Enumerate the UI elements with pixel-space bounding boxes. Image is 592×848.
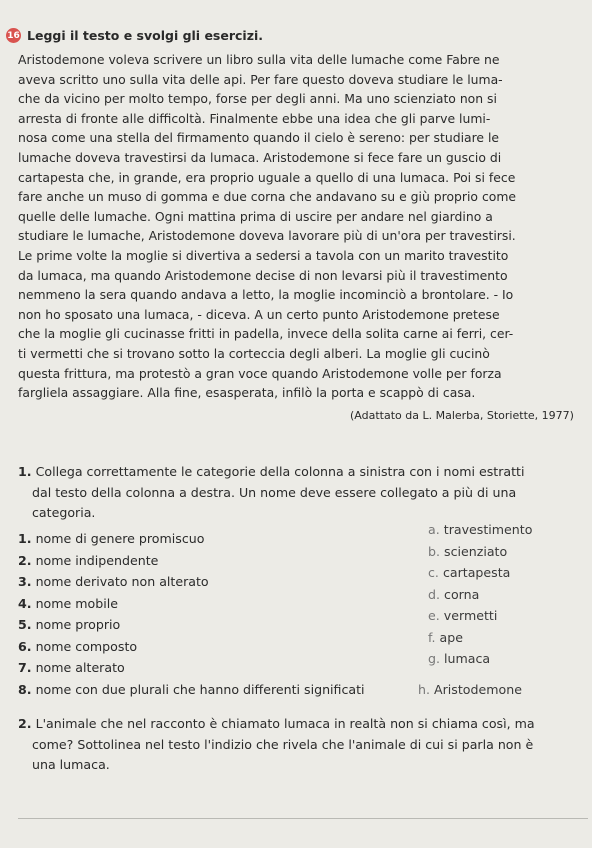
word-text: lumaca: [444, 651, 491, 666]
word-letter: h.: [418, 681, 430, 697]
passage-line: questa frittura, ma protestò a gran voce quando Aristodemone volle per forza: [18, 365, 502, 381]
answer-line: [18, 818, 588, 819]
word-item: [418, 682, 522, 697]
word-item: [428, 565, 510, 580]
category-label: nome composto: [35, 638, 138, 654]
category-item: [18, 553, 158, 568]
category-item: [18, 596, 118, 611]
word-letter: b.: [428, 543, 440, 559]
category-item: [18, 531, 204, 546]
question-1: [18, 462, 590, 524]
word-text: scienziato: [444, 543, 508, 559]
word-text: travestimento: [443, 522, 533, 537]
exercise-number-badge: 16: [6, 28, 21, 43]
passage-line: che da vicino per molto tempo, forse per degli anni. Ma uno scienziato non si: [18, 91, 497, 107]
question-1-text: dal testo della colonna a destra. Un nome deve essere collegato a più di una: [32, 484, 517, 500]
category-number: 5.: [18, 617, 32, 632]
category-item: [18, 639, 137, 654]
source-citation: (Adattato da L. Malerba, Storiette, 1977): [350, 409, 574, 422]
passage-line: non ho sposato una lumaca, - diceva. A un certo punto Aristodemone pretese: [18, 306, 500, 322]
word-letter: g.: [428, 651, 440, 666]
exercise-instruction: Leggi il testo e svolgi gli esercizi.: [27, 28, 264, 43]
passage-line: che la moglie gli cucinasse fritti in padella, invece della solita carne ai ferri, cer-: [18, 326, 514, 342]
category-number: 1.: [18, 531, 32, 546]
passage-line: fargliela assaggiare. Alla fine, esasperata, infilò la porta e scappò di casa.: [18, 385, 476, 401]
question-1-number: 1.: [18, 464, 32, 479]
category-number: 3.: [18, 574, 32, 589]
word-letter: a.: [428, 522, 440, 537]
category-item: [18, 617, 120, 632]
question-2: [18, 714, 590, 776]
word-item: [428, 544, 507, 559]
word-letter: c.: [428, 565, 439, 580]
category-item: [18, 660, 125, 675]
category-label: nome proprio: [35, 617, 121, 632]
word-item: [428, 651, 490, 666]
category-number: 4.: [18, 595, 32, 611]
reading-passage: [18, 50, 590, 403]
passage-line: ti vermetti che si trovano sotto la corteccia degli alberi. La moglie gli cucinò: [18, 345, 490, 361]
question-1-text: Collega correttamente le categorie della colonna a sinistra con i nomi estratti: [35, 464, 525, 479]
passage-line: Le prime volte la moglie si divertiva a sedersi a tavola con un marito travestito: [18, 247, 509, 263]
category-number: 8.: [18, 681, 32, 697]
category-label: nome di genere promiscuo: [35, 531, 205, 546]
passage-line: nosa come una stella del firmamento quando il cielo è sereno: per studiare le: [18, 130, 500, 146]
word-letter: d.: [428, 586, 440, 602]
passage-line: quelle delle lumache. Ogni mattina prima di uscire per andare nel giardino a: [18, 208, 493, 224]
passage-line: lumache doveva travestirsi da lumaca. Aristodemone si fece fare un guscio di: [18, 149, 502, 165]
question-2-text: una lumaca.: [32, 757, 110, 772]
category-label: nome indipendente: [35, 552, 159, 568]
word-item: [428, 630, 463, 645]
word-item: [428, 608, 497, 623]
passage-line: arresta di fronte alle difficoltà. Finalmente ebbe una idea che gli parve lumi-: [18, 110, 491, 126]
category-number: 2.: [18, 552, 32, 568]
question-2-text: come? Sottolinea nel testo l'indizio che rivela che l'animale di cui si parla non è: [32, 736, 534, 752]
passage-line: da lumaca, ma quando Aristodemone decise di non levarsi più il travestimento: [18, 267, 508, 283]
category-label: nome alterato: [35, 660, 125, 675]
word-text: vermetti: [443, 608, 498, 623]
word-text: ape: [439, 629, 464, 645]
category-label: nome derivato non alterato: [35, 574, 209, 589]
passage-line: fare anche un muso di gomma e due corna che andavano su e giù proprio come: [18, 189, 517, 205]
question-1-line: [18, 462, 590, 483]
word-text: Aristodemone: [434, 681, 522, 697]
passage-line: aveva scritto uno sulla vita delle api. Per fare questo doveva studiare le luma-: [18, 71, 503, 87]
question-2-text: L'animale che nel racconto è chiamato lumaca in realtà non si chiama così, ma: [35, 716, 535, 731]
question-2-line: [18, 714, 590, 735]
word-item: [428, 522, 532, 537]
category-number: 7.: [18, 660, 32, 675]
word-letter: f.: [428, 629, 436, 645]
passage-line: studiare le lumache, Aristodemone doveva lavorare più di un'ora per travestirsi.: [18, 228, 516, 244]
word-text: cartapesta: [442, 565, 511, 580]
word-letter: e.: [428, 608, 440, 623]
category-number: 6.: [18, 638, 32, 654]
category-label: nome con due plurali che hanno differenti significati: [35, 681, 365, 697]
word-item: [428, 587, 479, 602]
category-item: [18, 574, 209, 589]
word-text: corna: [444, 586, 480, 602]
question-2-number: 2.: [18, 716, 32, 731]
category-item: [18, 682, 365, 697]
passage-line: cartapesta che, in grande, era proprio uguale a quello di una lumaca. Poi si fece: [18, 169, 516, 185]
passage-line: nemmeno la sera quando andava a letto, la moglie incominciò a brontolare. - Io: [18, 287, 514, 303]
exercise-header: [6, 28, 263, 43]
question-1-text: categoria.: [32, 505, 96, 520]
category-label: nome mobile: [35, 595, 118, 611]
passage-line: Aristodemone voleva scrivere un libro sulla vita delle lumache come Fabre ne: [18, 52, 500, 67]
